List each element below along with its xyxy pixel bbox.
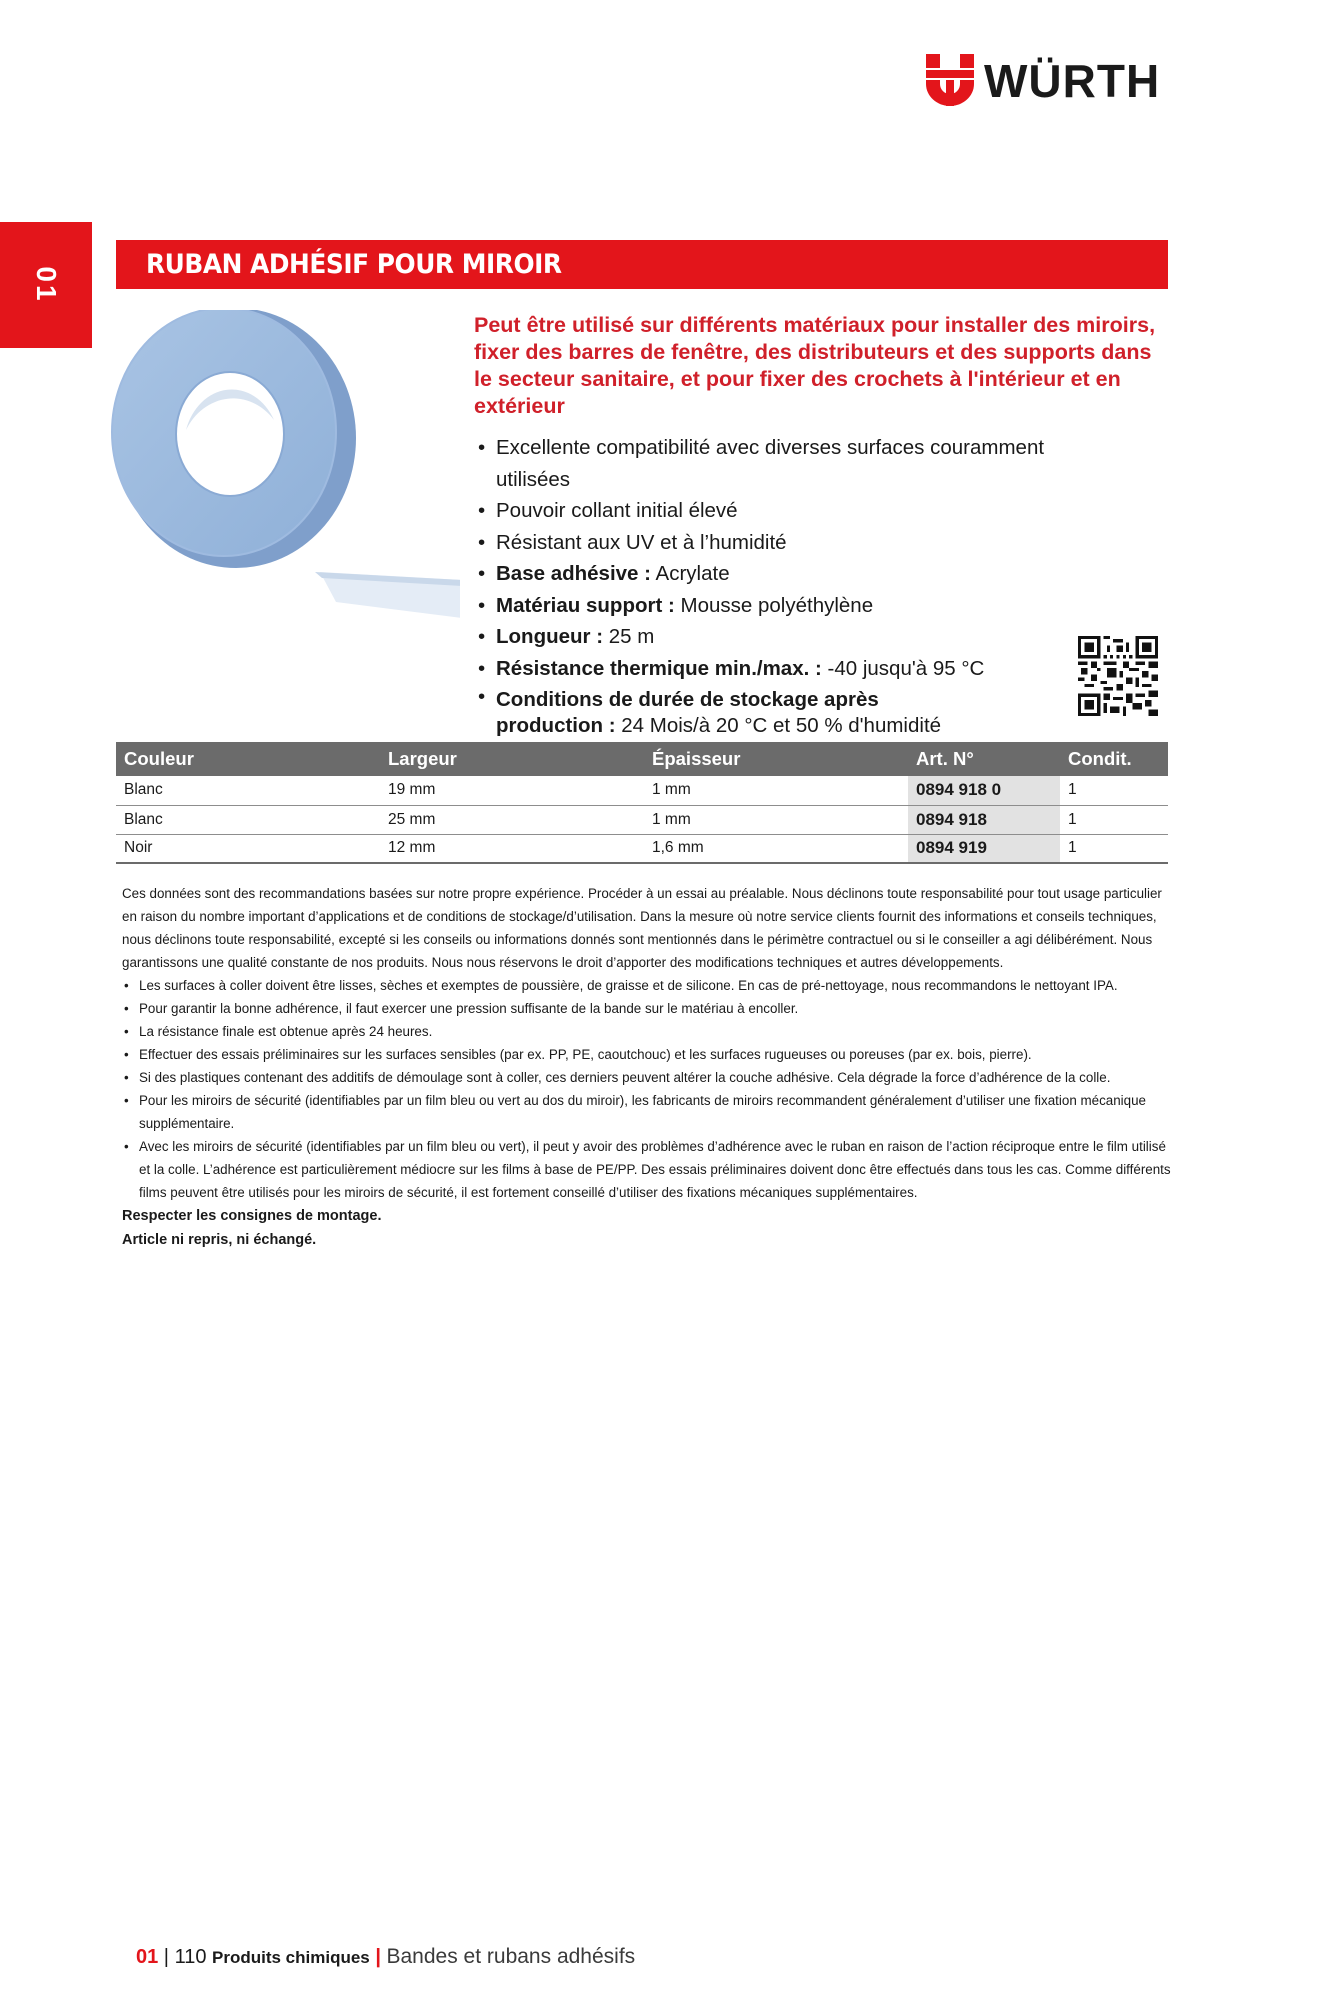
list-item: • Les surfaces à coller doivent être lisses, sèches et exemptes de poussière, de graisse et de silicone. En cas de pré-nettoyage, nous recommandons le nettoyant IPA. [122, 974, 1172, 997]
section-tab-label: 01 [31, 266, 62, 304]
list-item: • Pour les miroirs de sécurité (identifiables par un film bleu ou vert au dos du miroir), les fabricants de miroirs recommandent généralement d’utiliser une fixation mécanique supplémentaire. [122, 1089, 1172, 1135]
col-header-color: Couleur [116, 742, 380, 776]
feature-item: • Pouvoir collant initial élevé [476, 495, 1076, 527]
product-title-bar [116, 240, 1168, 289]
product-title: RUBAN ADHÉSIF POUR MIROIR [146, 249, 562, 280]
footer-category: Produits chimiques [212, 1948, 370, 1967]
table-row [116, 805, 1168, 834]
feature-item: • Matériau support : Mousse polyéthylène [476, 590, 1076, 622]
cell-article-number[interactable]: 0894 918 0 [908, 776, 1060, 805]
cell-color: Blanc [116, 776, 380, 805]
feature-item: • Longueur : 25 m [476, 621, 1076, 653]
feature-item: • Résistant aux UV et à l’humidité [476, 527, 1076, 559]
brand-name: WÜRTH [984, 55, 1161, 107]
cell-thickness: 1,6 mm [644, 834, 908, 863]
disclaimer-paragraph: Ces données sont des recommandations basées sur notre propre expérience. Procéder à un essai au préalable. Nous déclinons toute responsabilité pour tout usage particulier en raison du nombre important d’applications et de conditions de stockage/d’utilisation. Dans la mesure où notre service clients fournit des informations et conseils techniques, nous déclinons toute responsabilité, excepté si les conseils ou informations donnés sont mentionnés dans le périmètre contractuel ou si le conseiller a agi délibérément. Nous garantissons une qualité constante de nos produits. Nous nous réservons le droit d’apporter des modifications techniques et autres développements. [122, 886, 1162, 970]
col-header-article-number: Art. N° [908, 742, 1060, 776]
section-tab [0, 222, 92, 348]
list-item: • La résistance finale est obtenue après 24 heures. [122, 1020, 1172, 1043]
cell-color: Noir [116, 834, 380, 863]
page-footer: 01 | 110 Produits chimiques | Bandes et rubans adhésifs [136, 1945, 636, 1968]
col-header-packaging: Condit. [1060, 742, 1168, 776]
cell-thickness: 1 mm [644, 805, 908, 834]
qr-code-icon[interactable] [1078, 636, 1158, 716]
list-item: • Si des plastiques contenant des additifs de démoulage sont à coller, ces derniers peuvent altérer la couche adhésive. Cela dégrade la force d’adhérence de la colle. [122, 1066, 1172, 1089]
feature-item: • Résistance thermique min./max. : -40 jusqu'à 95 °C [476, 653, 1076, 685]
table-header-row [116, 742, 1168, 776]
footer-section-number: 01 [136, 1946, 159, 1968]
table-row [116, 776, 1168, 805]
cell-article-number[interactable]: 0894 918 [908, 805, 1060, 834]
cell-packaging: 1 [1060, 776, 1168, 805]
feature-item: • Excellente compatibilité avec diverses surfaces couramment utilisées [476, 432, 1076, 495]
feature-list [476, 432, 1076, 739]
cell-width: 19 mm [380, 776, 644, 805]
article-table [116, 742, 1168, 864]
footer-subcategory: Bandes et rubans adhésifs [386, 1945, 636, 1968]
no-return-note: Article ni repris, ni échangé. [122, 1232, 317, 1248]
wurth-logo-mark-icon [926, 54, 974, 106]
list-item: • Avec les miroirs de sécurité (identifiables par un film bleu ou vert), il peut y avoir des problèmes d’adhérence avec le ruban en raison de l’action réciproque entre le film utilisé et la colle. L’adhérence est particulièrement médiocre sur les films à base de PE/PP. Des essais préliminaires doivent donc être effectués dans tous les cas. Comme différents films peuvent être utilisés pour les miroirs de sécurité, il est fortement conseillé d’utiliser des fixations mécaniques supplémentaires. [122, 1135, 1172, 1204]
feature-item: • Conditions de durée de stockage après production : 24 Mois/à 20 °C et 50 % d'humidité [476, 684, 1076, 739]
cell-packaging: 1 [1060, 834, 1168, 863]
cell-thickness: 1 mm [644, 776, 908, 805]
table-row [116, 834, 1168, 863]
list-item: • Pour garantir la bonne adhérence, il faut exercer une pression suffisante de la bande sur le matériau à encoller. [122, 997, 1172, 1020]
list-item: • Effectuer des essais préliminaires sur les surfaces sensibles (par ex. PP, PE, caoutchouc) et les surfaces rugueuses ou poreuses (par ex. bois, pierre). [122, 1043, 1172, 1066]
product-intro: Peut être utilisé sur différents matériaux pour installer des miroirs, fixer des barres de fenêtre, des distributeurs et des supports dans le secteur sanitaire, et pour fixer des crochets à l'intérieur et en extérieur [474, 313, 1156, 418]
cell-color: Blanc [116, 805, 380, 834]
usage-notes [122, 882, 1172, 1252]
feature-item: • Base adhésive : Acrylate [476, 558, 1076, 590]
footer-page-number: 110 [174, 1946, 207, 1968]
col-header-width: Largeur [380, 742, 644, 776]
cell-width: 12 mm [380, 834, 644, 863]
tape-roll-image [110, 310, 460, 630]
cell-packaging: 1 [1060, 805, 1168, 834]
wurth-logo [926, 54, 1168, 106]
col-header-thickness: Épaisseur [644, 742, 908, 776]
assembly-instructions-note: Respecter les consignes de montage. [122, 1208, 382, 1224]
notes-list [122, 974, 1172, 1204]
cell-article-number[interactable]: 0894 919 [908, 834, 1060, 863]
cell-width: 25 mm [380, 805, 644, 834]
